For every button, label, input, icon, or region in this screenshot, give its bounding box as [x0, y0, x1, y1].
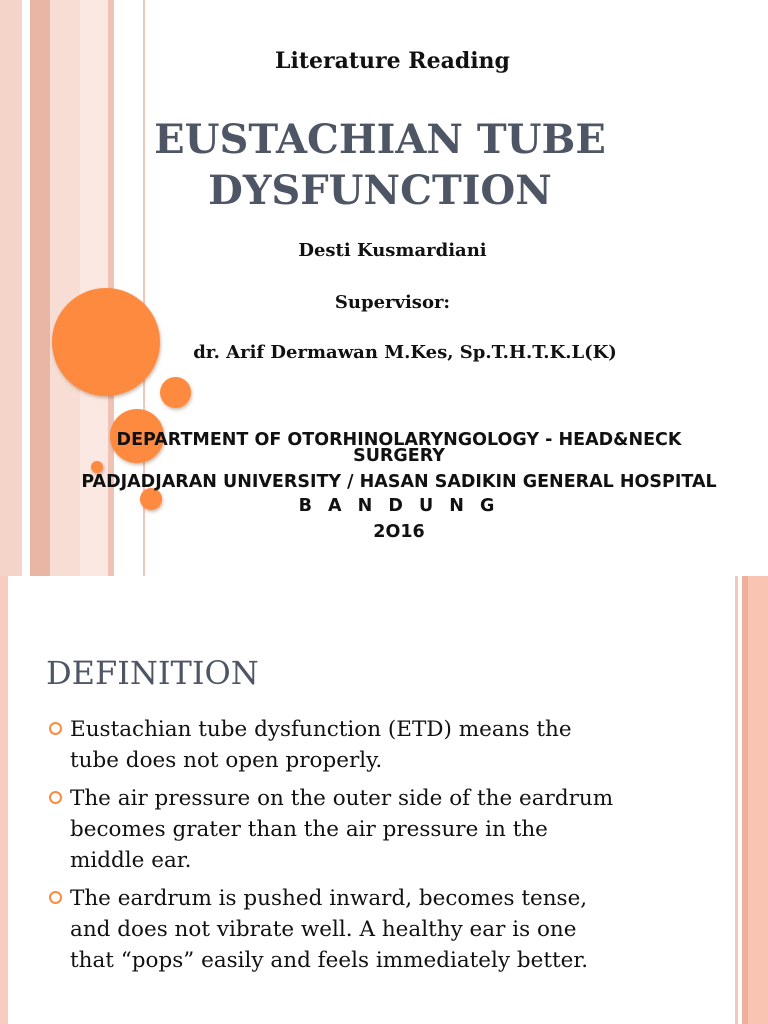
list-item	[48, 883, 688, 976]
bullet-line: Eustachian tube dysfunction (ETD) means the	[70, 717, 572, 742]
supervisor-label: Supervisor:	[334, 292, 451, 313]
decor-stripe	[22, 0, 30, 576]
page-title	[130, 114, 630, 216]
decor-stripe	[748, 576, 768, 1024]
bullet-line: The eardrum is pushed inward, becomes tense,	[70, 886, 588, 911]
bullet-icon	[49, 791, 62, 804]
year-line: 2O16	[373, 522, 425, 542]
supervisor-name: dr. Arif Dermawan M.Kes, Sp.T.H.T.K.L(K)	[193, 342, 617, 363]
decor-stripe	[0, 0, 22, 576]
definition-slide	[0, 576, 768, 1024]
decor-stripe	[735, 576, 738, 1024]
slide-label: Literature Reading	[275, 48, 510, 74]
author-name: Desti Kusmardiani	[298, 240, 487, 261]
list-item	[48, 783, 688, 876]
department-block	[30, 432, 768, 540]
decor-circle	[160, 377, 191, 408]
title-line: DYSFUNCTION	[208, 167, 552, 214]
bullet-line: that “pops” easily and feels immediately better.	[70, 948, 589, 973]
title-line: EUSTACHIAN TUBE	[154, 116, 606, 163]
department-line: DEPARTMENT OF OTORHINOLARYNGOLOGY - HEAD&NECK	[116, 430, 682, 450]
section-title: DEFINITION	[46, 654, 259, 692]
bullet-icon	[49, 722, 62, 735]
bullet-line: middle ear.	[70, 848, 192, 873]
university-line: PADJADJARAN UNIVERSITY / HASAN SADIKIN GENERAL HOSPITAL	[81, 472, 717, 492]
list-item	[48, 714, 688, 776]
decor-stripe	[0, 576, 8, 1024]
bullet-line: and does not vibrate well. A healthy ear is one	[70, 917, 577, 942]
bullet-icon	[49, 891, 62, 904]
city-line: B A N D U N G	[298, 496, 500, 516]
bullet-line: The air pressure on the outer side of the eardrum	[70, 786, 614, 811]
department-line: SURGERY	[353, 446, 445, 466]
bullet-list	[48, 714, 688, 983]
bullet-line: becomes grater than the air pressure in the	[70, 817, 548, 842]
bullet-line: tube does not open properly.	[70, 748, 383, 773]
